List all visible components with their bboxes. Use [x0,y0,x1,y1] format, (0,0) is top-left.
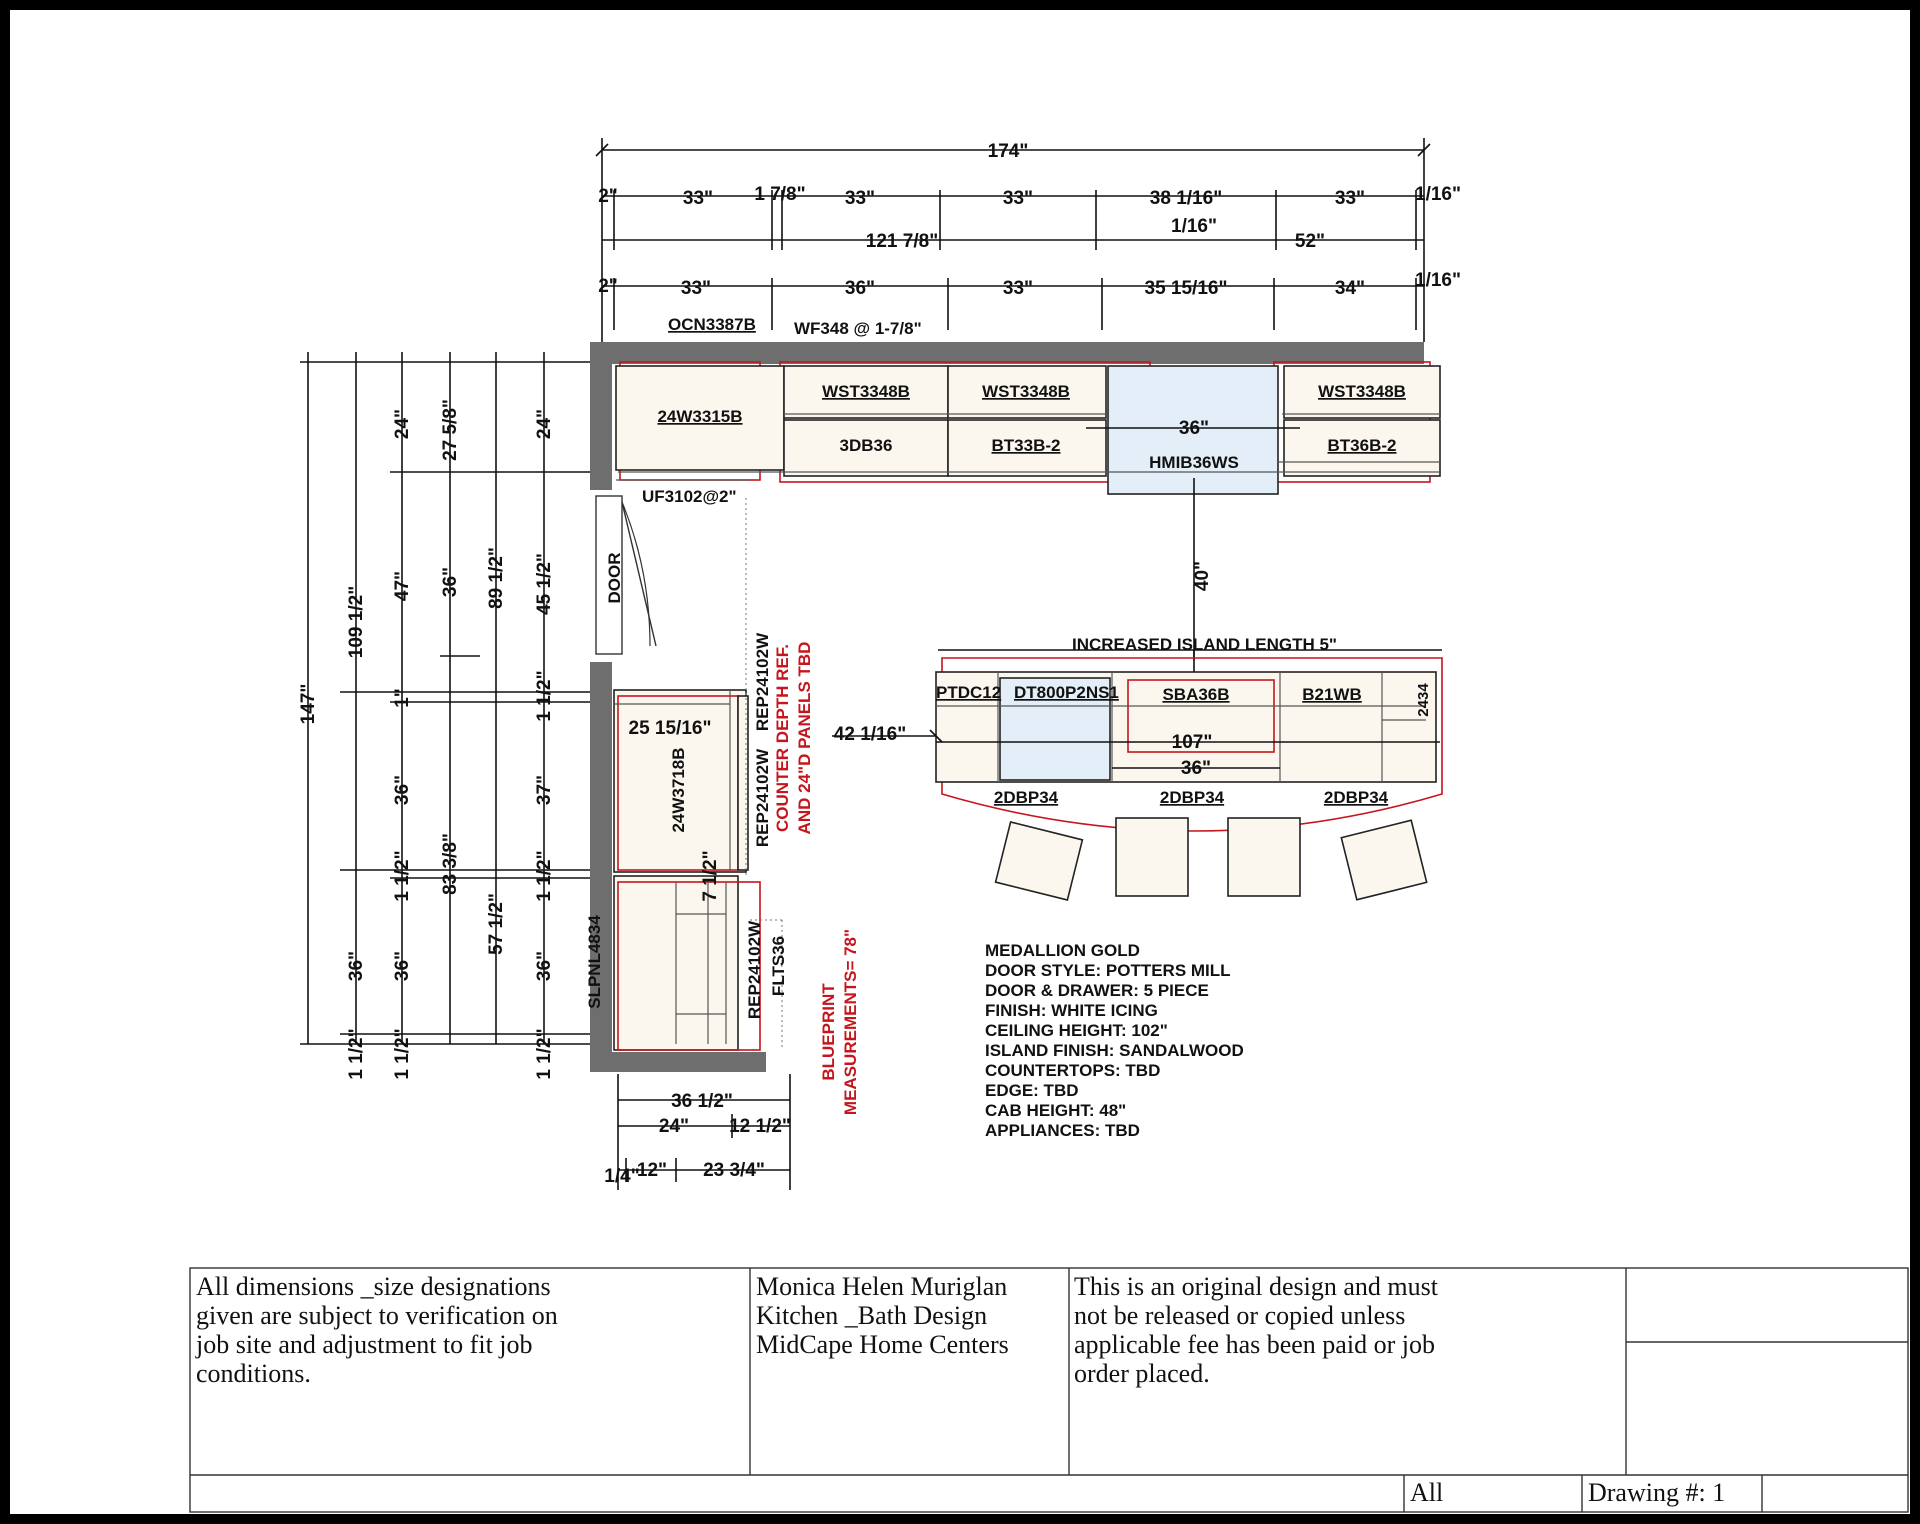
dim-bottom-quarter: 1/4" [604,1166,640,1187]
dim-left-36b: 36" [392,774,413,806]
label-2434: 2434 [1415,683,1432,717]
dim-left-1c: 1 1/2" [392,850,413,902]
note-blueprint-1: BLUEPRINT [819,983,838,1081]
spec-10: APPLIANCES: TBD [985,1121,1140,1140]
dim-left-36a: 36" [346,950,367,982]
dim-r3-g: 1/16" [1415,270,1461,291]
label-ptdc: PTDC12 [936,683,1002,702]
left-cabinet-run [585,498,860,1115]
spec-5: CEILING HEIGHT: 102" [985,1021,1168,1040]
label-bt33: BT33B-2 [991,436,1061,455]
dim-bottom-12: 12" [636,1160,668,1181]
dim-r1-e: 33" [1002,188,1034,209]
dim-left-89: 89 1/2" [486,547,507,609]
dim-r1-a: 2" [598,186,618,207]
top-dimensions [596,138,1461,342]
label-hood: HMIB36WS [1149,453,1239,472]
dim-left-109: 109 1/2" [346,585,367,659]
title-copyright: This is an original design and must not be released or copied unless applicable fee has been paid or job order placed. [1074,1272,1438,1388]
dim-left-1d: 1 1/2" [392,1028,413,1080]
dim-left-1e: 1 1/2" [534,670,555,722]
dim-sink: 36" [1180,758,1212,779]
title-scale: All [1410,1478,1444,1507]
dim-left-24b: 24" [534,408,555,440]
title-disclaimer: All dimensions _size designations given are subject to verification on job site and adjustment to fit job conditions. [196,1272,558,1388]
title-drawing-number: Drawing #: 1 [1588,1478,1726,1507]
spec-7: COUNTERTOPS: TBD [985,1061,1161,1080]
label-wst-3: WST3348B [1318,382,1406,401]
label-flts: FLTS36 [769,935,788,997]
dim-island-gap: 40" [1192,560,1213,592]
dim-left-147: 147" [298,683,319,725]
dim-left-1f: 1 1/2" [534,850,555,902]
island [832,635,1442,900]
dim-bottom-12h: 12 1/2" [729,1116,791,1137]
spec-3: DOOR & DRAWER: 5 PIECE [985,981,1209,1000]
label-24w3718: 24W3718B [669,747,688,833]
spec-8: EDGE: TBD [985,1081,1079,1100]
dim-overall: 174" [987,141,1029,162]
label-wf: WF348 @ 1-7/8" [794,319,922,338]
dim-r2-c: 52" [1294,231,1326,252]
dim-r2-b: 1/16" [1171,216,1217,237]
dim-left-1g: 1 1/2" [534,1028,555,1080]
dim-r3-e: 35 15/16" [1144,278,1228,299]
dim-r1-f: 38 1/16" [1149,188,1223,209]
label-24w3315: 24W3315B [657,407,743,426]
specifications [985,941,1244,1140]
spec-1: MEDALLION GOLD [985,941,1140,960]
dim-r1-c: 1 7/8" [754,184,806,205]
dim-r3-d: 33" [1002,278,1034,299]
label-dbp-2: 2DBP34 [1159,788,1225,807]
dim-island-length: 107" [1171,732,1213,753]
label-wst-2: WST3348B [982,382,1070,401]
left-dimensions [298,352,590,1080]
dim-left-36c: 36" [392,950,413,982]
dim-r1-d: 33" [844,188,876,209]
note-counter-depth-1: COUNTER DEPTH REF. [773,644,792,832]
label-dt800: DT800P2NS1 [1014,683,1119,702]
dim-r3-f: 34" [1334,278,1366,299]
label-island-increase: INCREASED ISLAND LENGTH 5" [1072,635,1337,654]
door [596,496,656,654]
spec-6: ISLAND FINISH: SANDALWOOD [985,1041,1244,1060]
dim-left-57: 57 1/2" [486,893,507,955]
dim-bottom-24: 24" [658,1116,690,1137]
dim-r1-b: 33" [682,188,714,209]
dim-r3-a: 2" [598,276,618,297]
dim-bottom-36: 36 1/2" [671,1091,733,1112]
dim-bottom-23: 23 3/4" [703,1160,765,1181]
note-counter-depth-2: AND 24"D PANELS TBD [795,641,814,835]
dim-left-1a: 1 1/2" [346,1028,367,1080]
label-rep-1: REP24102W [753,632,772,732]
dim-r1-h: 1/16" [1415,184,1461,205]
dim-left-36e: 36" [534,950,555,982]
label-dbp-1: 2DBP34 [993,788,1059,807]
note-blueprint-2: MEASUREMENTS= 78" [841,928,860,1116]
dim-r2-a: 121 7/8" [865,231,939,252]
dim-left-1b: 1" [392,688,413,708]
label-3db36: 3DB36 [839,436,893,455]
spec-2: DOOR STYLE: POTTERS MILL [985,961,1231,980]
label-slpnl: SLPNL4834 [585,915,604,1009]
dim-left-47: 47" [392,570,413,602]
dim-hood: 36" [1178,418,1210,439]
dim-wall-gap: 7 1/2" [700,850,721,902]
dim-island-left: 42 1/16" [833,724,907,745]
dim-left-83: 83 3/8" [440,833,461,895]
dim-left-24a: 24" [392,408,413,440]
label-uf: UF3102@2" [642,487,737,506]
dim-left-45: 45 1/2" [534,553,555,615]
top-cabinet-run [616,315,1440,660]
label-sba36: SBA36B [1162,685,1230,704]
label-bt36: BT36B-2 [1327,436,1397,455]
label-b21wb: B21WB [1302,685,1362,704]
drawing-sheet [10,10,1910,1514]
label-door: DOOR [605,552,624,604]
spec-4: FINISH: WHITE ICING [985,1001,1158,1020]
label-wst-1: WST3348B [822,382,910,401]
label-rep-3: REP24102W [745,920,764,1020]
dim-left-36d: 36" [440,566,461,598]
dim-left-27: 27 5/8" [440,399,461,461]
dim-left-37: 37" [534,774,555,806]
label-rep-2: REP24102W [753,748,772,848]
label-ocn: OCN3387B [668,315,756,334]
dim-wall-depth: 25 15/16" [628,718,712,739]
spec-9: CAB HEIGHT: 48" [985,1101,1127,1120]
bottom-dimensions [604,1074,791,1190]
dim-r3-b: 33" [680,278,712,299]
title-designer: Monica Helen Muriglan Kitchen _Bath Design MidCape Home Centers [756,1272,1009,1359]
label-dbp-3: 2DBP34 [1323,788,1389,807]
dim-r1-g: 33" [1334,188,1366,209]
dim-r3-c: 36" [844,278,876,299]
